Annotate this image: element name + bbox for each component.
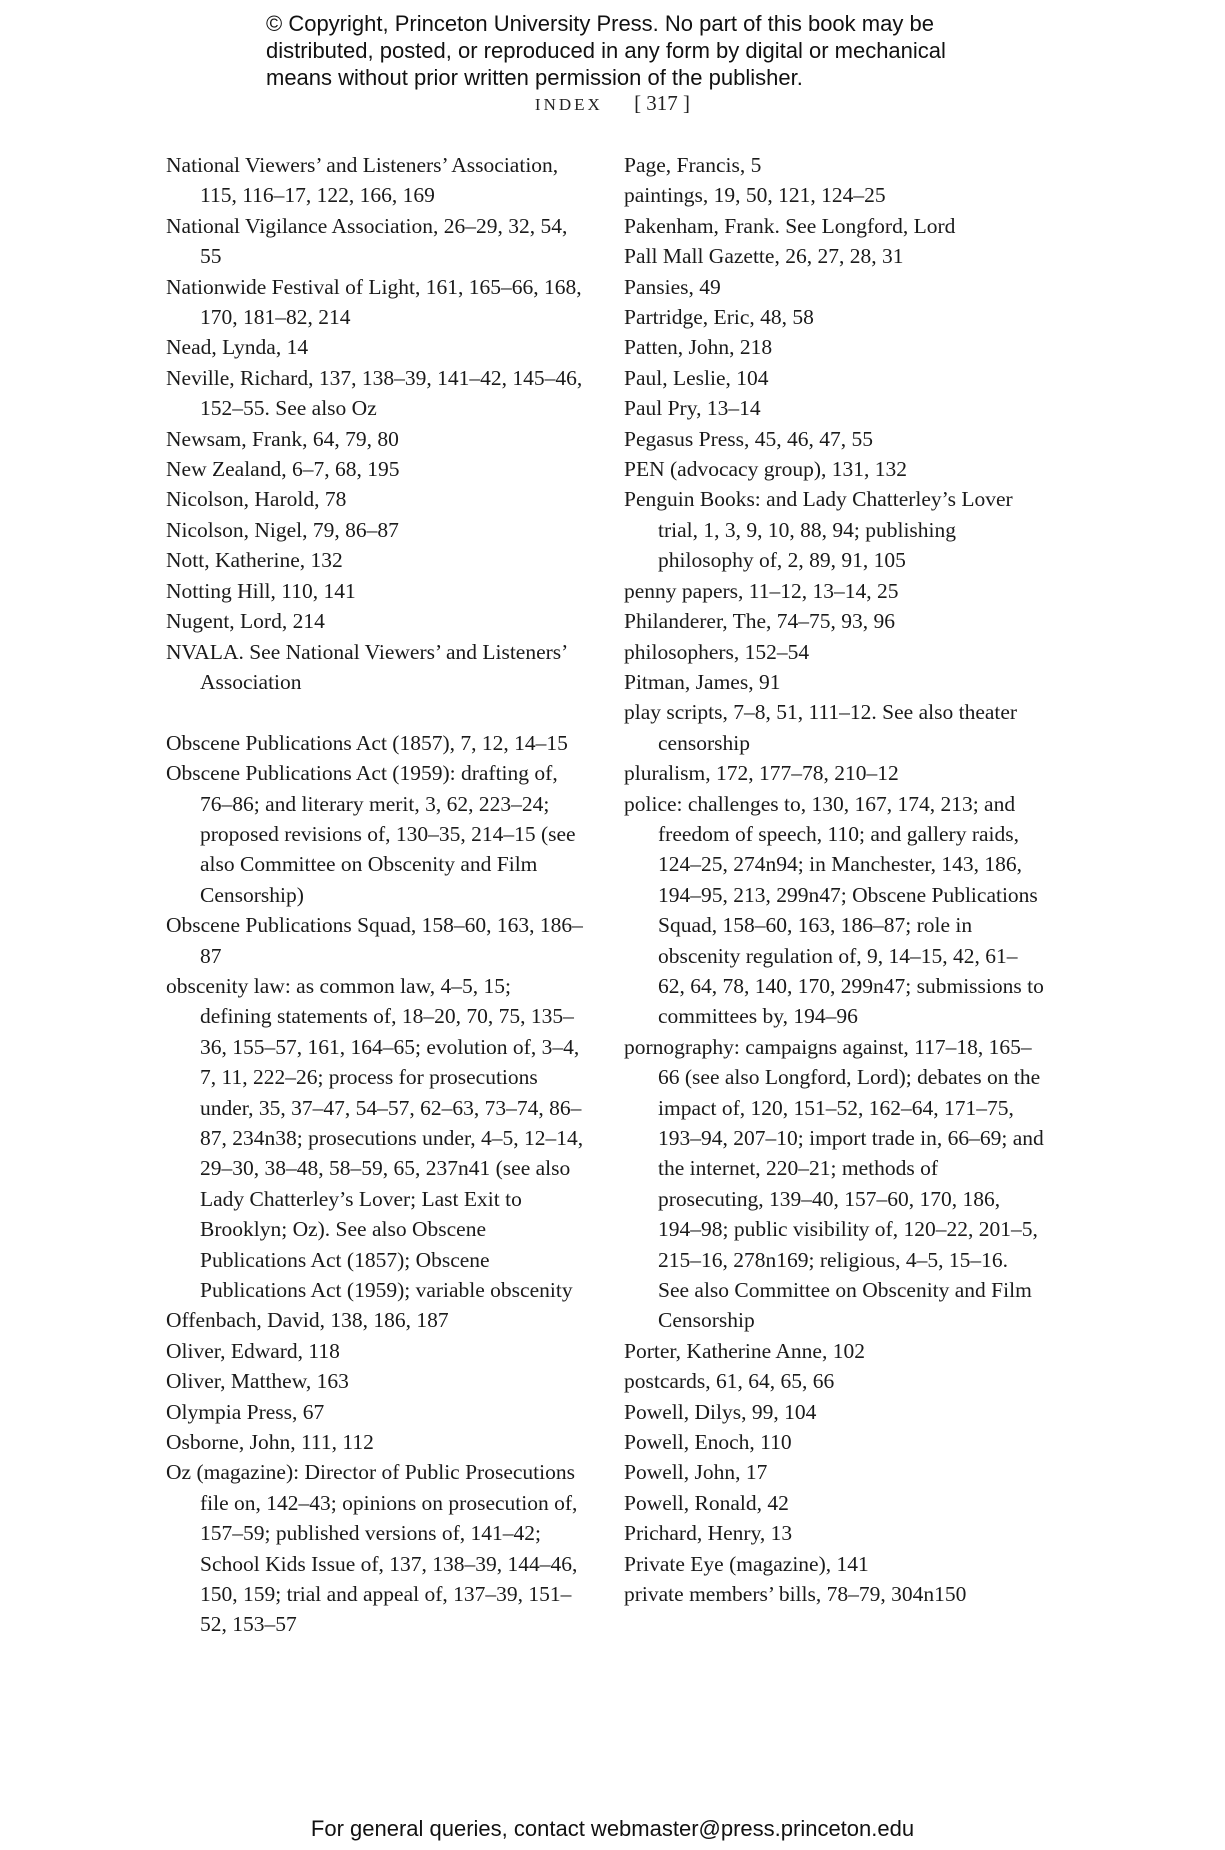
- index-entry: Olympia Press, 67: [166, 1399, 325, 1424]
- index-entry: New Zealand, 6–7, 68, 195: [166, 457, 400, 482]
- index-entry: Nationwide Festival of Light, 161, 165–66, 168, 170, 181–82, 214: [166, 274, 582, 330]
- index-entry: pluralism, 172, 177–78, 210–12: [624, 761, 899, 786]
- index-entry: Pegasus Press, 45, 46, 47, 55: [624, 426, 874, 451]
- index-entry: Page, Francis, 5: [624, 153, 762, 177]
- index-entry: NVALA. See National Viewers’ and Listeners’ Association: [166, 639, 567, 694]
- index-entry: Patten, John, 218: [624, 335, 773, 360]
- index-entry: Osborne, John, 111, 112: [166, 1430, 374, 1455]
- index-entry: Newsam, Frank, 64, 79, 80: [166, 426, 399, 451]
- index-entry: Pakenham, Frank. See Longford, Lord: [624, 213, 956, 238]
- index-entry: Nicolson, Nigel, 79, 86–87: [166, 517, 399, 542]
- index-column-right: [624, 150, 1044, 1610]
- index-entry: Obscene Publications Squad, 158–60, 163, 186–87: [166, 913, 583, 968]
- running-head: [0, 90, 1225, 118]
- index-entry: Pansies, 49: [624, 274, 721, 299]
- index-column-left: [166, 150, 586, 1640]
- index-entry: play scripts, 7–8, 51, 111–12. See also theater censorship: [624, 700, 1018, 755]
- index-entry: Oliver, Edward, 118: [166, 1338, 340, 1363]
- index-entry: Porter, Katherine Anne, 102: [624, 1338, 865, 1363]
- copyright-line: © Copyright, Princeton University Press. No part of this book may be: [266, 11, 934, 36]
- index-entry: Penguin Books: and Lady Chatterley’s Lover trial, 1, 3, 9, 10, 88, 94; publishing philosophy of, 2, 89, 91, 105: [624, 487, 1013, 573]
- index-entry: Powell, Enoch, 110: [624, 1430, 792, 1455]
- running-head-label: INDEX: [534, 95, 603, 114]
- index-entry: police: challenges to, 130, 167, 174, 213; and freedom of speech, 110; and gallery raids, 124–25, 274n94; in Manchester, 143, 186, 194–95, 213, 299n47; Obscene Publications Squad, 158–60, 163, 186–87; role in obscenity regulation of, 9, 14–15, 42, 61–62, 64, 78, 140, 170, 299n47; submissions to committees by, 194–96: [624, 791, 1044, 1029]
- index-entry: Paul, Leslie, 104: [624, 365, 769, 390]
- copyright-line: means without prior written permission of the publisher.: [266, 65, 803, 90]
- page-number: [ 317 ]: [634, 91, 691, 115]
- index-entry: obscenity law: as common law, 4–5, 15; defining statements of, 18–20, 70, 75, 135–36, 155–57, 161, 164–65; evolution of, 3–4, 7, 11, 222–26; process for prosecutions under, 35, 37–47, 54–57, 62–63, 73–74, 86–87, 234n38; prosecutions under, 4–5, 12–14, 29–30, 38–48, 58–59, 65, 237n41 (see also Lady Chatterley’s Lover; Last Exit to Brooklyn; Oz). See also Obscene Publications Act (1857); Obscene Publications Act (1959); variable obscenity: [166, 973, 584, 1303]
- index-entry: Powell, Ronald, 42: [624, 1490, 789, 1515]
- index-entry: Powell, John, 17: [624, 1460, 768, 1485]
- index-entry: National Vigilance Association, 26–29, 32, 54, 55: [166, 213, 568, 269]
- index-entry: penny papers, 11–12, 13–14, 25: [624, 578, 899, 603]
- index-entry: Offenbach, David, 138, 186, 187: [166, 1308, 449, 1333]
- index-entry: Pall Mall Gazette, 26, 27, 28, 31: [624, 244, 904, 269]
- index-entry: postcards, 61, 64, 65, 66: [624, 1369, 835, 1394]
- index-entry: Nott, Katherine, 132: [166, 548, 343, 573]
- index-entry: PEN (advocacy group), 131, 132: [624, 457, 908, 482]
- index-entry: Private Eye (magazine), 141: [624, 1551, 869, 1576]
- index-entry: Neville, Richard, 137, 138–39, 141–42, 145–46, 152–55. See also Oz: [166, 365, 583, 421]
- footer-contact: For general queries, contact webmaster@press.princeton.edu: [310, 1816, 915, 1841]
- index-entry: Oliver, Matthew, 163: [166, 1369, 349, 1394]
- index-entry: Pitman, James, 91: [624, 669, 781, 694]
- index-entry: private members’ bills, 78–79, 304n150: [624, 1582, 967, 1607]
- index-entry: Paul Pry, 13–14: [624, 396, 761, 421]
- index-entry: paintings, 19, 50, 121, 124–25: [624, 183, 886, 208]
- index-entry: pornography: campaigns against, 117–18, 165–66 (see also Longford, Lord); debates on the impact of, 120, 151–52, 162–64, 171–75, 193–94, 207–10; import trade in, 66–69; and the internet, 220–21; methods of prosecuting, 139–40, 157–60, 170, 186, 194–98; public visibility of, 120–22, 201–5, 215–16, 278n169; religious, 4–5, 15–16. See also Committee on Obscenity and Film Censorship: [624, 1034, 1044, 1333]
- copyright-line: distributed, posted, or reproduced in any form by digital or mechanical: [266, 38, 946, 63]
- index-entry: Prichard, Henry, 13: [624, 1521, 793, 1546]
- index-entry: Philanderer, The, 74–75, 93, 96: [624, 609, 896, 634]
- index-entry: Nicolson, Harold, 78: [166, 487, 347, 512]
- index-entry: Partridge, Eric, 48, 58: [624, 305, 814, 330]
- letter-section-gap: [166, 697, 586, 727]
- index-entry: Oz (magazine): Director of Public Prosecutions file on, 142–43; opinions on prosecution of, 157–59; published versions of, 141–42; School Kids Issue of, 137, 138–39, 144–46, 150, 159; trial and appeal of, 137–39, 151–52, 153–57: [166, 1460, 578, 1637]
- index-entry: Nugent, Lord, 214: [166, 609, 325, 634]
- index-entry: Notting Hill, 110, 141: [166, 578, 356, 603]
- index-entry: philosophers, 152–54: [624, 639, 810, 664]
- index-entry: National Viewers’ and Listeners’ Association, 115, 116–17, 122, 166, 169: [166, 153, 559, 208]
- index-entry: Obscene Publications Act (1857), 7, 12, 14–15: [166, 730, 568, 755]
- copyright-notice: [266, 10, 1026, 91]
- index-entry: Powell, Dilys, 99, 104: [624, 1399, 817, 1424]
- index-entry: Obscene Publications Act (1959): drafting of, 76–86; and literary merit, 3, 62, 223–24; proposed revisions of, 130–35, 214–15 (see also Committee on Obscenity and Film Censorship): [166, 761, 576, 907]
- index-entry: Nead, Lynda, 14: [166, 335, 309, 360]
